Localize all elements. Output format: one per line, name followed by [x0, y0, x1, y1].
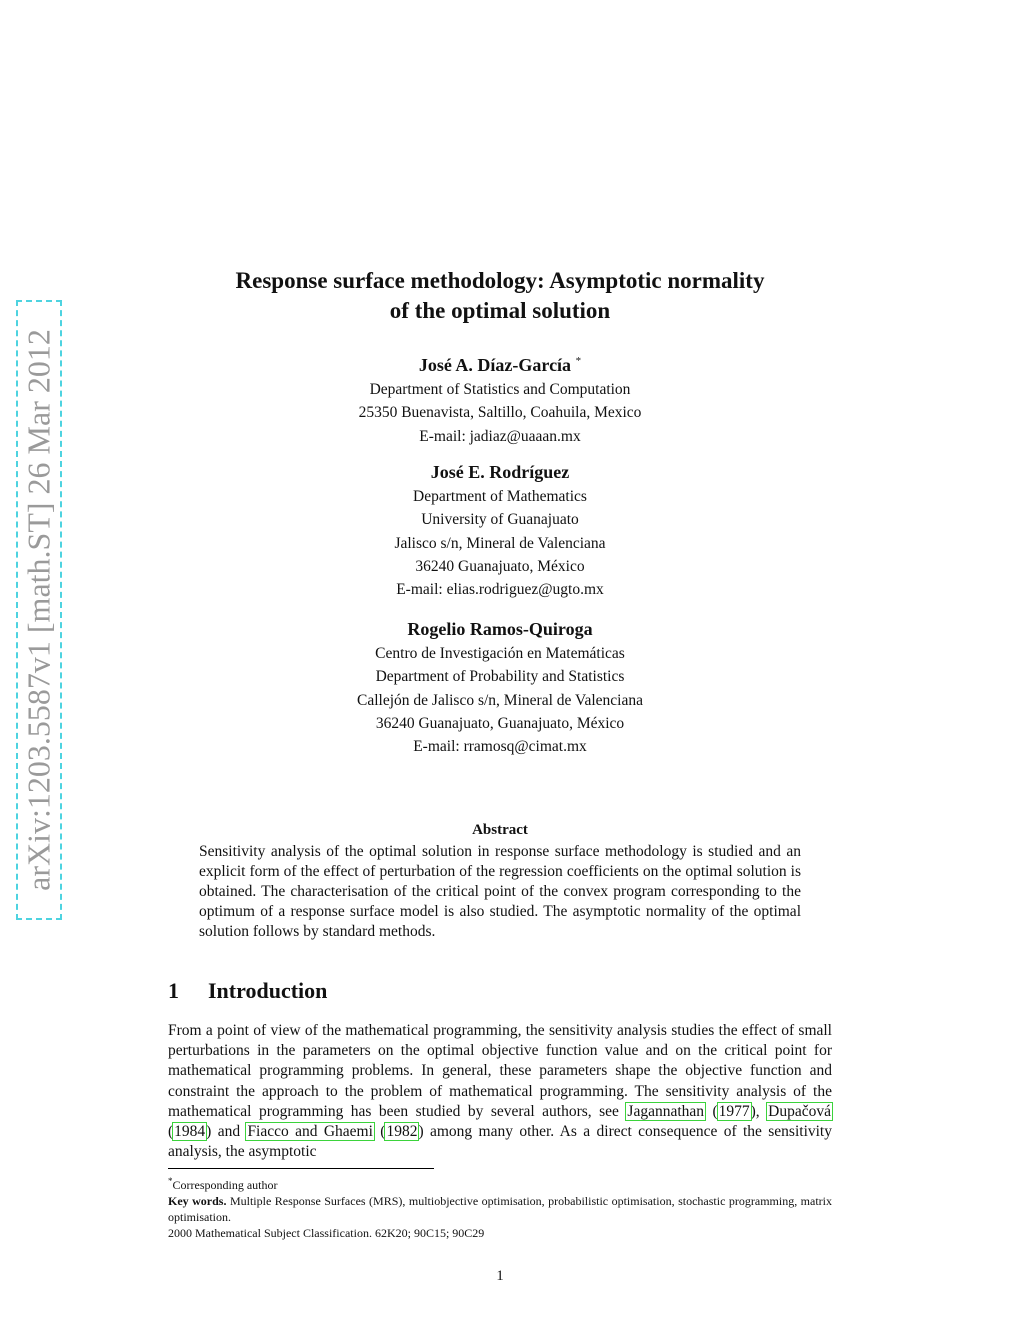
section-title: Introduction	[208, 978, 328, 1003]
keywords-text: Multiple Response Surfaces (MRS), multiobjective optimisation, probabilistic optimisation, stochastic programming, matrix optimisation.	[168, 1194, 832, 1224]
affiliation-line: 36240 Guanajuato, México	[415, 557, 585, 575]
author-block-3	[0, 616, 1000, 758]
author-block-1	[0, 348, 1000, 448]
citation-year-link[interactable]: 1977	[718, 1102, 750, 1120]
author-name: Rogelio Ramos-Quiroga	[407, 619, 593, 639]
author-email: E-mail: elias.rodriguez@ugto.mx	[396, 581, 604, 599]
citation-year-link[interactable]: 1982	[386, 1123, 418, 1141]
author-email: E-mail: jadiaz@uaaan.mx	[419, 427, 581, 445]
section-number: 1	[168, 978, 179, 1003]
abstract-heading: Abstract	[472, 822, 528, 838]
citation-link-dupacova[interactable]: Dupačová	[768, 1102, 831, 1120]
intro-text: From a point of view of the mathematical programming, the sensitivity analysis studies the effect of small perturbations in the parameters on the optimal objective function value and on the critical point for mathematical programming problems. In general, these parameters shape the objective function and constraint the approach to the problem of mathematical programming. The sensitivity analysis of the mathematical programming has been studied by several authors, see	[168, 1022, 832, 1120]
affiliation-line: Department of Probability and Statistics	[375, 668, 625, 686]
affiliation-line: Callejón de Jalisco s/n, Mineral de Valenciana	[357, 691, 643, 709]
affiliation-line: Centro de Investigación en Matemáticas	[375, 645, 625, 662]
citation-separator: (	[705, 1102, 718, 1120]
citation-separator: (	[373, 1123, 386, 1141]
citation-year-link[interactable]: 1984	[174, 1123, 206, 1141]
author-block-2	[0, 459, 1000, 601]
citation-link-jagannathan[interactable]: Jagannathan	[627, 1102, 705, 1120]
arxiv-stamp-text: arXiv:1203.5587v1 [math.ST] 26 Mar 2012	[20, 329, 57, 891]
affiliation-line: 36240 Guanajuato, Guanajuato, México	[375, 714, 625, 732]
section-heading	[168, 978, 327, 1004]
intro-text: ) among many other. As a direct consequence of the sensitivity analysis, the asymptotic	[168, 1123, 832, 1161]
citation-separator: ) and	[206, 1123, 247, 1141]
introduction-paragraph	[168, 1021, 832, 1162]
affiliation-line: 25350 Buenavista, Saltillo, Coahuila, Mexico	[358, 404, 642, 422]
title-line-2: of the optimal solution	[389, 298, 611, 323]
affiliation-line: Jalisco s/n, Mineral de Valenciana	[394, 534, 606, 552]
citation-separator: (	[168, 1123, 174, 1141]
footnote-keywords	[168, 1193, 832, 1225]
footnote-corresponding	[168, 1173, 832, 1193]
footnote-msc: 2000 Mathematical Subject Classification. 62K20; 90C15; 90C29	[168, 1226, 485, 1240]
affiliation-line: Department of Statistics and Computation	[369, 381, 631, 398]
keywords-label: Key words.	[168, 1194, 227, 1208]
abstract-text: Sensitivity analysis of the optimal solution in response surface methodology is studied and an explicit form of the effect of perturbation of the regression coefficients on the optimal solution is obtained. The characterisation of the critical point of the convex program corresponding to the optimum of a response surface model is also studied. The asymptotic normality of the optimal solution follows by standard methods.	[199, 843, 801, 940]
affiliation-line: University of Guanajuato	[421, 511, 579, 529]
citation-separator: ),	[750, 1102, 768, 1120]
citation-link-fiacco[interactable]: Fiacco and Ghaemi	[247, 1123, 373, 1141]
affiliation-line: Department of Mathematics	[413, 488, 587, 505]
footnote-rule	[168, 1168, 434, 1169]
page-number: 1	[496, 1268, 504, 1284]
footnote-text: Corresponding author	[172, 1178, 278, 1192]
footnote-mark: *	[168, 1176, 173, 1186]
author-email: E-mail: rramosq@cimat.mx	[413, 738, 587, 756]
corresponding-mark: *	[575, 355, 582, 367]
footnotes	[168, 1173, 832, 1241]
author-name: José A. Díaz-García	[418, 355, 572, 375]
title-line-1: Response surface methodology: Asymptotic normality	[235, 268, 765, 293]
paper-title	[0, 266, 1000, 326]
author-name: José E. Rodríguez	[430, 462, 570, 482]
